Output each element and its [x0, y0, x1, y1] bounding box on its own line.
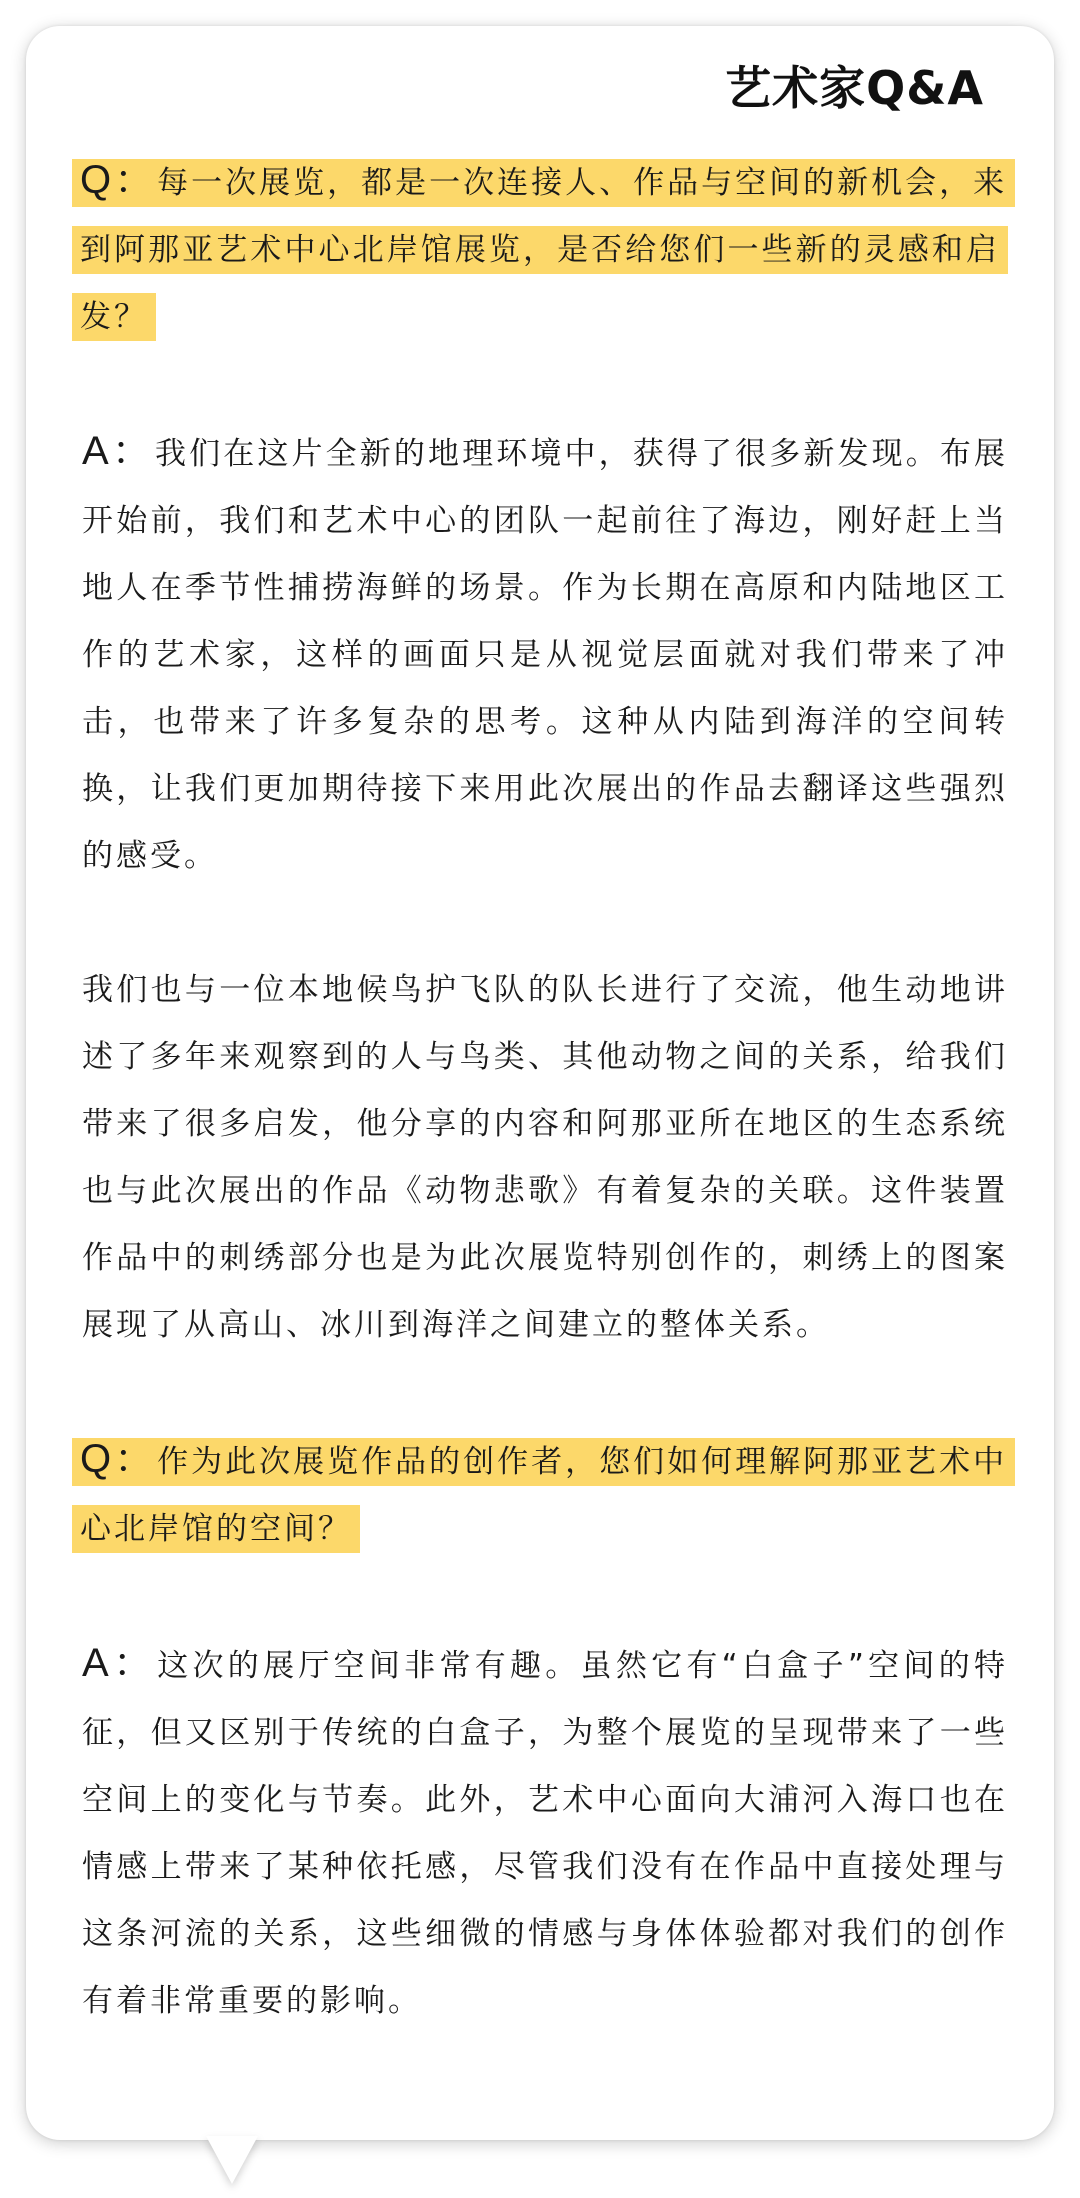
answer-prefix: A：: [82, 429, 155, 473]
question-highlight: [72, 1438, 1015, 1553]
question-text: 每一次展览，都是一次连接人、作品与空间的新机会，来到阿那亚艺术中心北岸馆展览，是否给您们一些新的灵感和启发？: [80, 165, 1008, 335]
answer-2-paragraph-1: [72, 1630, 1008, 2035]
question-text: 作为此次展览作品的创作者，您们如何理解阿那亚艺术中心北岸馆的空间？: [80, 1444, 1008, 1547]
question-prefix: Q：: [80, 1437, 158, 1481]
answer-text: 这次的展厅空间非常有趣。虽然它有“白盒子”空间的特征，但又区别于传统的白盒子，为整个展览的呈现带来了一些空间上的变化与节奏。此外，艺术中心面向大浦河入海口也在情感上带来了某种依托感，尽管我们没有在作品中直接处理与这条河流的关系，这些细微的情感与身体体验都对我们的创作有着非常重要的影响。: [82, 1648, 1008, 2019]
page-title: 艺术家Q&A: [725, 61, 984, 115]
question-1: [72, 147, 1008, 351]
qa-content: [72, 147, 1008, 2035]
answer-text: 我们也与一位本地候鸟护飞队的队长进行了交流，他生动地讲述了多年来观察到的人与鸟类、其他动物之间的关系，给我们带来了很多启发，他分享的内容和阿那亚所在地区的生态系统也与此次展出的作品《动物悲歌》有着复杂的关联。这件装置作品中的刺绣部分也是为此次展览特别创作的，刺绣上的图案展现了从高山、冰川到海洋之间建立的整体关系。: [82, 972, 1008, 1343]
answer-1-paragraph-1: [72, 418, 1008, 890]
answer-1-paragraph-2: [72, 957, 1008, 1359]
question-prefix: Q：: [80, 158, 158, 202]
question-highlight: [72, 159, 1015, 341]
question-2: [72, 1426, 1008, 1563]
answer-prefix: A：: [82, 1641, 158, 1685]
answer-text: 我们在这片全新的地理环境中，获得了很多新发现。布展开始前，我们和艺术中心的团队一起前往了海边，刚好赶上当地人在季节性捕捞海鲜的场景。作为长期在高原和内陆地区工作的艺术家，这样的画面只是从视觉层面就对我们带来了冲击，也带来了许多复杂的思考。这种从内陆到海洋的空间转换，让我们更加期待接下来用此次展出的作品去翻译这些强烈的感受。: [82, 436, 1008, 874]
speech-bubble-tail: [206, 2136, 258, 2184]
